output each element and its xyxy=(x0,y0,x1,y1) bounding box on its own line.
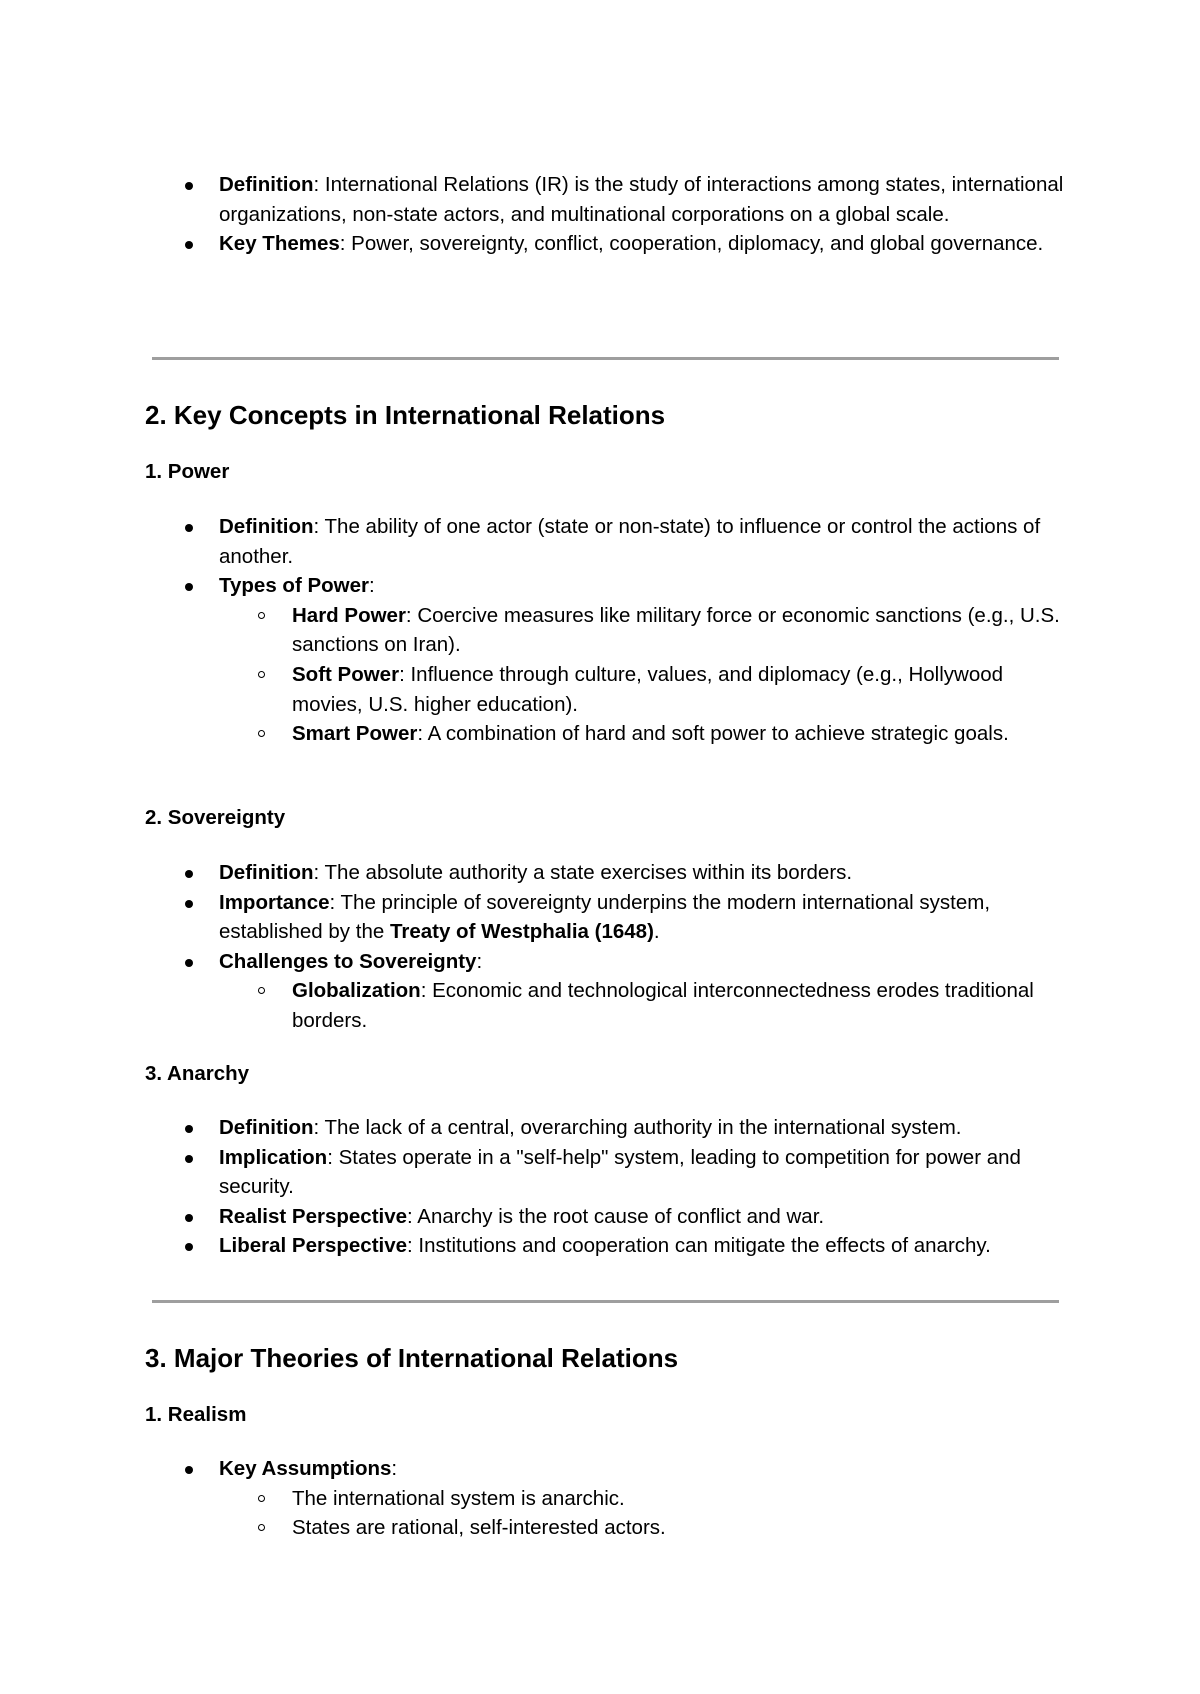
list-item xyxy=(219,170,1069,229)
term-realist-perspective: Realist Perspective xyxy=(219,1204,408,1228)
list-item xyxy=(219,888,1069,947)
list-item xyxy=(219,1202,1069,1232)
horizontal-rule xyxy=(152,357,1059,360)
sub-list-item xyxy=(292,719,1069,749)
term-liberal-perspective: Liberal Perspective xyxy=(219,1234,408,1258)
item-text: : Coercive measures like military force or economic sanctions (e.g., U.S. sanctions on Iran). xyxy=(292,603,1060,657)
subsection-heading: 1. Power xyxy=(145,460,230,483)
item-text: : xyxy=(476,949,483,973)
list-item xyxy=(219,858,1069,888)
sub-list xyxy=(219,601,1069,749)
term-soft-power: Soft Power xyxy=(292,662,400,686)
section-heading: 3. Major Theories of International Relations xyxy=(145,1343,679,1373)
item-text: : The lack of a central, overarching authority in the international system. xyxy=(313,1116,962,1139)
realism-list xyxy=(219,1454,1069,1543)
power-list xyxy=(219,512,1069,749)
term-definition: Definition xyxy=(219,173,314,196)
list-item xyxy=(219,1113,1069,1143)
sub-list-item xyxy=(292,660,1069,719)
item-text: : xyxy=(369,574,375,598)
item-text: : Influence through culture, values, and diplomacy (e.g., Hollywood movies, U.S. higher education). xyxy=(292,662,1004,716)
item-text: : States operate in a "self-help" system, leading to competition for power and security. xyxy=(219,1145,1021,1199)
subsection-heading: 1. Realism xyxy=(145,1403,247,1426)
list-item xyxy=(219,1143,1069,1202)
term-definition: Definition xyxy=(219,1116,314,1139)
term-definition: Definition xyxy=(219,515,314,538)
sovereignty-list xyxy=(219,858,1069,1036)
term-challenges: Challenges to Sovereignty xyxy=(219,949,477,973)
sub-list-item xyxy=(292,601,1069,660)
list-item xyxy=(219,1231,1069,1261)
intro-list xyxy=(219,170,1069,259)
list-item xyxy=(219,229,1069,259)
subsection-heading: 3. Anarchy xyxy=(145,1062,250,1085)
sub-list xyxy=(219,1484,1069,1543)
sub-list-item: The international system is anarchic. xyxy=(292,1484,1069,1514)
term-smart-power: Smart Power xyxy=(292,722,418,746)
list-item xyxy=(219,1454,1069,1543)
item-text: . xyxy=(653,920,660,944)
list-item xyxy=(219,571,1069,749)
term-key-themes: Key Themes xyxy=(219,232,340,256)
item-text: : The ability of one actor (state or non-state) to influence or control the actions of another. xyxy=(219,515,1041,568)
item-text: : The absolute authority a state exercises within its borders. xyxy=(313,861,853,884)
term-globalization: Globalization xyxy=(292,979,421,1003)
term-types-of-power: Types of Power xyxy=(219,574,369,598)
term-implication: Implication xyxy=(219,1145,328,1169)
item-text: : International Relations (IR) is the study of interactions among states, international organizations, non-state actors, and multinational corporations on a global scale. xyxy=(219,173,1064,226)
section-heading: 2. Key Concepts in International Relations xyxy=(145,400,666,430)
term-definition: Definition xyxy=(219,861,314,884)
item-text: : Institutions and cooperation can mitigate the effects of anarchy. xyxy=(407,1234,991,1258)
list-item xyxy=(219,512,1069,571)
item-text: : Economic and technological interconnectedness erodes traditional borders. xyxy=(292,979,1034,1032)
item-text: : Power, sovereignty, conflict, cooperation, diplomacy, and global governance. xyxy=(339,232,1044,256)
sub-list xyxy=(219,976,1069,1035)
horizontal-rule xyxy=(152,1300,1059,1303)
list-item xyxy=(219,947,1069,1036)
item-text: : Anarchy is the root cause of conflict and war. xyxy=(407,1204,825,1228)
term-key-assumptions: Key Assumptions xyxy=(219,1457,392,1480)
subsection-heading: 2. Sovereignty xyxy=(145,806,286,829)
anarchy-list xyxy=(219,1113,1069,1261)
item-text: : The principle of sovereignty underpins the modern international system, established by the xyxy=(219,890,991,944)
term-hard-power: Hard Power xyxy=(292,603,406,627)
item-text: : A combination of hard and soft power to achieve strategic goals. xyxy=(417,722,1009,746)
treaty-name: Treaty of Westphalia (1648) xyxy=(389,920,654,944)
term-importance: Importance xyxy=(219,890,330,914)
item-text: : xyxy=(391,1457,398,1480)
sub-list-item xyxy=(292,976,1069,1035)
sub-list-item: States are rational, self-interested actors. xyxy=(292,1513,1069,1543)
